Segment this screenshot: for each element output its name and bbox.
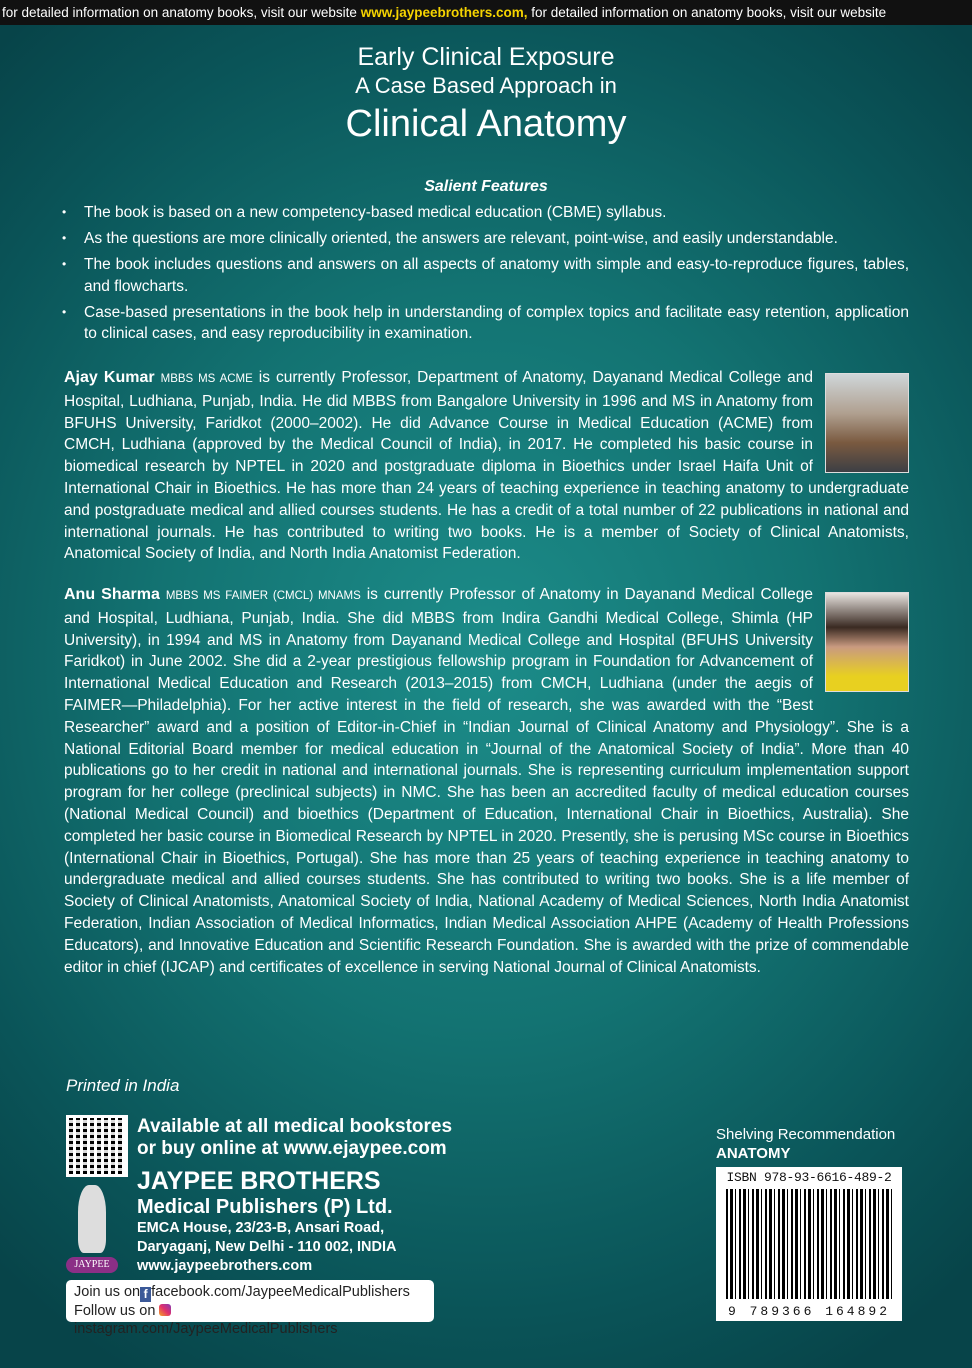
- author-name: Ajay Kumar: [64, 369, 155, 386]
- author-bio-text: is currently Professor of Anatomy in Dayanand Medical College and Hospital, Ludhiana, Punjab, India. She did MBBS from Indira Gandhi Medical College, Shimla (HP University), in 1994 and MS in Anatomy from Dayanand Medical College and Hospital (BFUHS University Faridkot) in June 2002. She did a 2-year prestigious fellowship program in Foundation for Advancement of International Medical Education and Research (2013–2015) from CMCH, Ludhiana (under the aegis of FAIMER—Philadelphia). For her active interest in the field of research, she was awarded with the “Best Researcher” award and a position of Editor-in-Chief in “Indian Journal of Clinical Anatomy and Physiology”. She is a National Editorial Board member for medical education in “Journal of the Anatomical Society of India”. More than 40 publications go to her credit in national and international journals. She is representing curriculum implementation support program for her college (preclinical subjects) in NMC. She has been an accredited faculty of medical education courses (National Medical Council) and bioethics (Department of Education, International Chair in Bioethics, Australia). She completed her basic course in Biomedical Research by NPTEL in 2020. Presently, she is perusing MSc course in Bioethics (International Chair in Bioethics, Portugal). She has more than 25 years of teaching experience in teaching anatomy to undergraduate medical and allied courses students. She has contributed to writing two books. She is a life member of Society of Clinical Anatomists, Anatomical Society of India, National Academy of Medical Sciences, North India Anatomist Federation, Indian Association of Medical Informatics, Indian Medical Association AHPE (Academy of Health Professions Educators), and Innovative Education and Scientific Research Foundation. She is awarded with the prize of commendable editor in chief (IJCAP) and certificates of excellence in serving National Journal of Clinical Anatomists.: [64, 586, 909, 976]
- publisher-website[interactable]: www.jaypeebrothers.com: [137, 1258, 313, 1274]
- top-banner: [0, 0, 972, 25]
- social-box: [66, 1280, 434, 1337]
- author-bio-1: [64, 367, 909, 565]
- publisher-block: [137, 1168, 397, 1276]
- follow-label: Follow us on: [74, 1303, 156, 1319]
- barcode-number: 9 789366 164892: [716, 1304, 902, 1319]
- printed-in-india: Printed in India: [66, 1076, 180, 1095]
- facebook-icon: f: [140, 1287, 151, 1302]
- feature-item: • The book includes questions and answers on all aspects of anatomy with simple and easy-to-reproduce figures, tables, and flowcharts.: [62, 254, 909, 297]
- availability-line-1: Available at all medical bookstores: [137, 1116, 453, 1137]
- title-line-3: Clinical Anatomy: [345, 103, 627, 145]
- join-label: Join us on: [74, 1284, 141, 1300]
- flame-icon: [78, 1185, 106, 1253]
- isbn-text: ISBN 978-93-6616-489-2: [726, 1170, 892, 1185]
- address-line-1: EMCA House, 23/23-B, Ansari Road,: [137, 1220, 385, 1236]
- isbn-barcode: [716, 1167, 902, 1321]
- feature-item: • The book is based on a new competency-based medical education (CBME) syllabus.: [62, 202, 909, 224]
- banner-text-2: for detailed information on anatomy books, visit our website: [527, 5, 887, 20]
- author-photo: [825, 373, 909, 473]
- author-degrees: MBBS MS FAIMER (CMCL) MNAMS: [165, 590, 361, 602]
- instagram-link[interactable]: instagram.com/JaypeeMedicalPublishers: [74, 1321, 338, 1337]
- author-degrees: MBBS MS ACME: [160, 373, 253, 385]
- author-bio-2: [64, 584, 909, 978]
- feature-item: • As the questions are more clinically oriented, the answers are relevant, point-wise, and easily understandable.: [62, 228, 909, 250]
- shelf-label: Shelving Recommendation: [716, 1126, 896, 1143]
- salient-features-heading: Salient Features: [424, 178, 548, 195]
- shelf-value: ANATOMY: [716, 1145, 791, 1162]
- title-line-1: Early Clinical Exposure: [357, 43, 615, 71]
- author-photo: [825, 592, 909, 692]
- jaypee-logo: [66, 1185, 118, 1273]
- shelving-recommendation: [716, 1125, 895, 1163]
- qr-code-icon[interactable]: [66, 1115, 128, 1177]
- address-line-2: Daryaganj, New Delhi - 110 002, INDIA: [137, 1239, 397, 1255]
- author-bio-text: is currently Professor, Department of Anatomy, Dayanand Medical College and Hospital, Ludhiana, Punjab, India. He did MBBS from Bangalore University in 1996 and MS in Anatomy from BFUHS University, Faridkot (2000–2002). He did Advance Course in Medical Education (ACME) from CMCH, Ludhiana (approved by the Medical Council of India), in 2017. He completed his basic course in biomedical research by NPTEL in 2020 and postgraduate diploma in Bioethics under Israel Haifa Unit of International Chair in Bioethics. He has more than 24 years of teaching experience in teaching anatomy to undergraduate and postgraduate medical and allied courses students. He has a credit of a total number of 22 publications in national and international journals. He has contributed to writing two books. He is a member of Society of Clinical Anatomists, Anatomical Society of India, and North India Anatomist Federation.: [64, 369, 909, 563]
- barcode-bars: [726, 1189, 892, 1299]
- publisher-subname: Medical Publishers (P) Ltd.: [137, 1196, 393, 1218]
- availability: [137, 1116, 452, 1160]
- instagram-icon: [159, 1304, 171, 1316]
- facebook-link[interactable]: facebook.com/JaypeeMedicalPublishers: [151, 1284, 410, 1300]
- logo-text: JAYPEE: [66, 1257, 118, 1273]
- publisher-name: JAYPEE BROTHERS: [137, 1167, 381, 1195]
- title-line-2: A Case Based Approach in: [355, 73, 617, 98]
- book-title: [0, 42, 972, 148]
- feature-item: • Case-based presentations in the book help in understanding of complex topics and facilitate easy retention, application to clinical cases, and easy reproducibility in examination.: [62, 302, 909, 345]
- banner-url[interactable]: www.jaypeebrothers.com,: [360, 5, 528, 20]
- banner-text: for detailed information on anatomy books, visit our website: [2, 5, 361, 20]
- availability-line-2: or buy online at www.ejaypee.com: [137, 1138, 447, 1159]
- features-list: [62, 202, 909, 349]
- author-name: Anu Sharma: [64, 586, 160, 603]
